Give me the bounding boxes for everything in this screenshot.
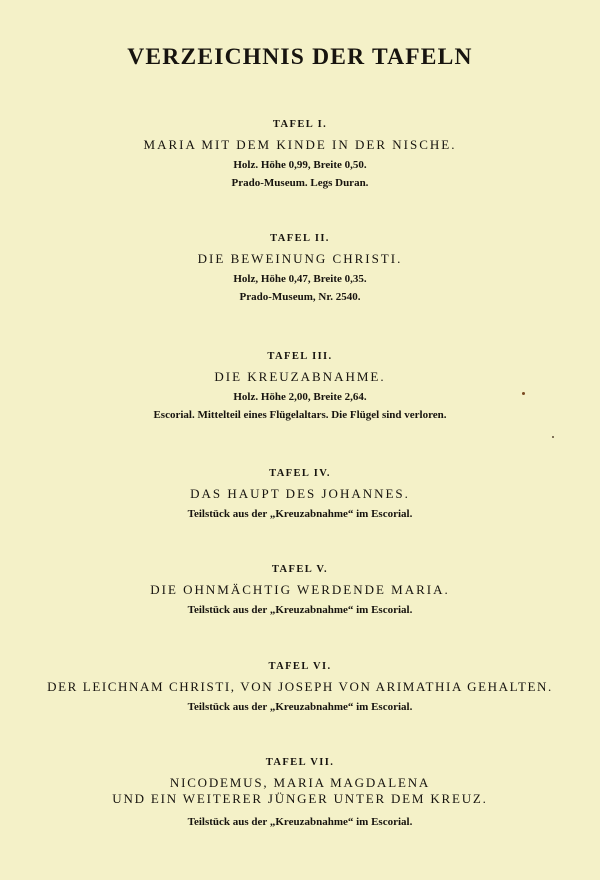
plate-entry-7 <box>0 756 600 829</box>
plate-title: DIE OHNMÄCHTIG WERDENDE MARIA. <box>150 582 450 597</box>
plate-label: TAFEL VII. <box>265 757 335 768</box>
plate-title: DER LEICHNAM CHRISTI, VON JOSEPH VON ARIMATHIA GEHALTEN. <box>47 679 553 694</box>
ink-speck <box>552 436 554 438</box>
plate-label: TAFEL I. <box>272 119 328 130</box>
plate-entry-3 <box>0 350 600 422</box>
plate-title: DIE KREUZABNAHME. <box>214 369 386 384</box>
plate-dimensions: Holz. Höhe 0,99, Breite 0,50. <box>233 159 367 171</box>
plate-title: MARIA MIT DEM KINDE IN DER NISCHE. <box>143 137 457 152</box>
plate-label: TAFEL II. <box>270 233 330 244</box>
plate-location: Prado-Museum, Nr. 2540. <box>239 291 361 303</box>
plate-entry-1 <box>0 118 600 190</box>
plate-entry-2 <box>0 232 600 304</box>
plate-title: DIE BEWEINUNG CHRISTI. <box>197 251 403 266</box>
plate-label: TAFEL VI. <box>268 661 332 672</box>
plate-location: Escorial. Mittelteil eines Flügelaltars. Die Flügel sind verloren. <box>153 409 447 421</box>
plate-source: Teilstück aus der „Kreuzabnahme“ im Escorial. <box>187 508 413 520</box>
plate-title-line-2: UND EIN WEITERER JÜNGER UNTER DEM KREUZ. <box>112 791 488 806</box>
plate-dimensions: Holz, Höhe 0,47, Breite 0,35. <box>233 273 367 285</box>
plate-dimensions: Holz. Höhe 2,00, Breite 2,64. <box>233 391 367 403</box>
plate-location: Prado-Museum. Legs Duran. <box>231 177 369 189</box>
plate-title: DAS HAUPT DES JOHANNES. <box>190 486 410 501</box>
plate-entry-5 <box>0 563 600 617</box>
plate-label: TAFEL III. <box>267 351 333 362</box>
plate-entry-4 <box>0 467 600 521</box>
plate-source: Teilstück aus der „Kreuzabnahme“ im Escorial. <box>187 816 413 828</box>
plate-label: TAFEL IV. <box>269 468 331 479</box>
plate-source: Teilstück aus der „Kreuzabnahme“ im Escorial. <box>187 604 413 616</box>
ink-speck <box>522 392 525 395</box>
page-title: VERZEICHNIS DER TAFELN <box>127 44 473 70</box>
plate-entry-6 <box>0 660 600 714</box>
plate-label: TAFEL V. <box>271 564 329 575</box>
plate-source: Teilstück aus der „Kreuzabnahme“ im Escorial. <box>187 701 413 713</box>
plate-title-line-1: NICODEMUS, MARIA MAGDALENA <box>169 775 431 790</box>
